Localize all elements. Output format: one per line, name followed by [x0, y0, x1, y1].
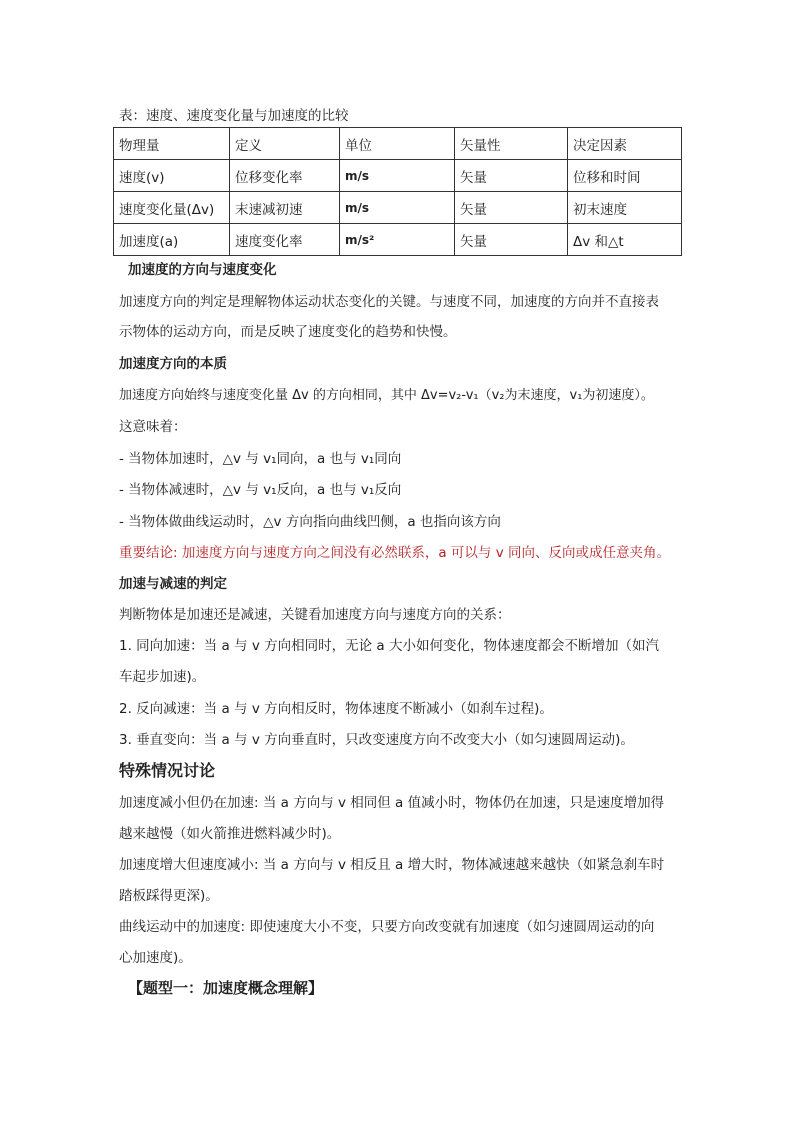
table-header-cell: 物理量	[114, 128, 230, 160]
table-cell: 初末速度	[568, 192, 682, 224]
table-cell: m/s	[340, 192, 455, 224]
table-cell: 速度变化量(Δv)	[114, 192, 230, 224]
section-heading: 加速度方向的本质	[119, 356, 227, 372]
table-cell: 矢量	[455, 224, 568, 256]
table-cell: m/s	[340, 160, 455, 192]
paragraph-line: 加速度方向始终与速度变化量 Δv 的方向相同，其中 Δv=v₂-v₁（v₂为末速度，v₁为初速度）。	[119, 388, 654, 403]
paragraph-line: 加速度增大但速度减小: 当 a 方向与 v 相反且 a 增大时，物体减速越来越快（如紧急刹车时	[119, 857, 665, 873]
table-header-row	[114, 128, 682, 160]
table-cell: 速度(v)	[114, 160, 230, 192]
table-header-cell: 定义	[230, 128, 340, 160]
list-item: - 当物体减速时，△v 与 v₁反向，a 也与 v₁反向	[119, 482, 402, 498]
table-row	[114, 192, 682, 224]
list-item: 3. 垂直变向：当 a 与 v 方向垂直时，只改变速度方向不改变大小（如匀速圆周运动)。	[119, 732, 634, 748]
table-row	[114, 224, 682, 256]
paragraph-line: 加速度方向的判定是理解物体运动状态变化的关键。与速度不同，加速度的方向并不直接表	[119, 294, 659, 310]
paragraph-line: 这意味着：	[119, 419, 187, 435]
problem-type-title: 【题型一：加速度概念理解】	[128, 979, 324, 997]
conclusion-text: 重要结论: 加速度方向与速度方向之间没有必然联系，a 可以与 v 同向、反向或成任意夹角。	[119, 545, 670, 561]
list-item: 2. 反向减速：当 a 与 v 方向相反时，物体速度不断减小（如刹车过程)。	[119, 701, 553, 717]
list-item: 车起步加速)。	[119, 669, 206, 685]
section-heading: 加速与减速的判定	[119, 576, 227, 592]
table-cell: 位移变化率	[230, 160, 340, 192]
paragraph-line: 示物体的运动方向，而是反映了速度变化的趋势和快慢。	[119, 324, 457, 340]
list-item: 1. 同向加速：当 a 与 v 方向相同时，无论 a 大小如何变化，物体速度都会不断增加（如汽	[119, 638, 659, 654]
paragraph-line: 判断物体是加速还是减速，关键看加速度方向与速度方向的关系：	[119, 607, 511, 623]
table-row	[114, 160, 682, 192]
table-cell: 矢量	[455, 160, 568, 192]
table-header-cell: 矢量性	[455, 128, 568, 160]
table-cell: 加速度(a)	[114, 224, 230, 256]
table-cell: 速度变化率	[230, 224, 340, 256]
table-header-cell: 决定因素	[568, 128, 682, 160]
comparison-table	[113, 127, 682, 256]
table-cell: m/s²	[340, 224, 455, 256]
section-heading: 特殊情况讨论	[119, 761, 216, 780]
table-caption: 表：速度、速度变化量与加速度的比较	[119, 108, 349, 124]
paragraph-line: 越来越慢（如火箭推进燃料减少时)。	[119, 826, 341, 842]
table-cell: 矢量	[455, 192, 568, 224]
list-item: - 当物体加速时，△v 与 v₁同向，a 也与 v₁同向	[119, 451, 402, 467]
paragraph-line: 踏板踩得更深)。	[119, 888, 219, 904]
table-header-cell: 单位	[340, 128, 455, 160]
section-heading: 加速度的方向与速度变化	[128, 262, 277, 278]
list-item: - 当物体做曲线运动时，△v 方向指向曲线凹侧，a 也指向该方向	[119, 514, 501, 530]
paragraph-line: 加速度减小但仍在加速: 当 a 方向与 v 相同但 a 值减小时，物体仍在加速，只是速度增加得	[119, 795, 665, 811]
table-cell: 位移和时间	[568, 160, 682, 192]
paragraph-line: 曲线运动中的加速度: 即使速度大小不变，只要方向改变就有加速度（如匀速圆周运动的向	[119, 919, 655, 935]
table-cell: 末速减初速	[230, 192, 340, 224]
paragraph-line: 心加速度)。	[119, 950, 192, 966]
table-cell: Δv 和△t	[568, 224, 682, 256]
